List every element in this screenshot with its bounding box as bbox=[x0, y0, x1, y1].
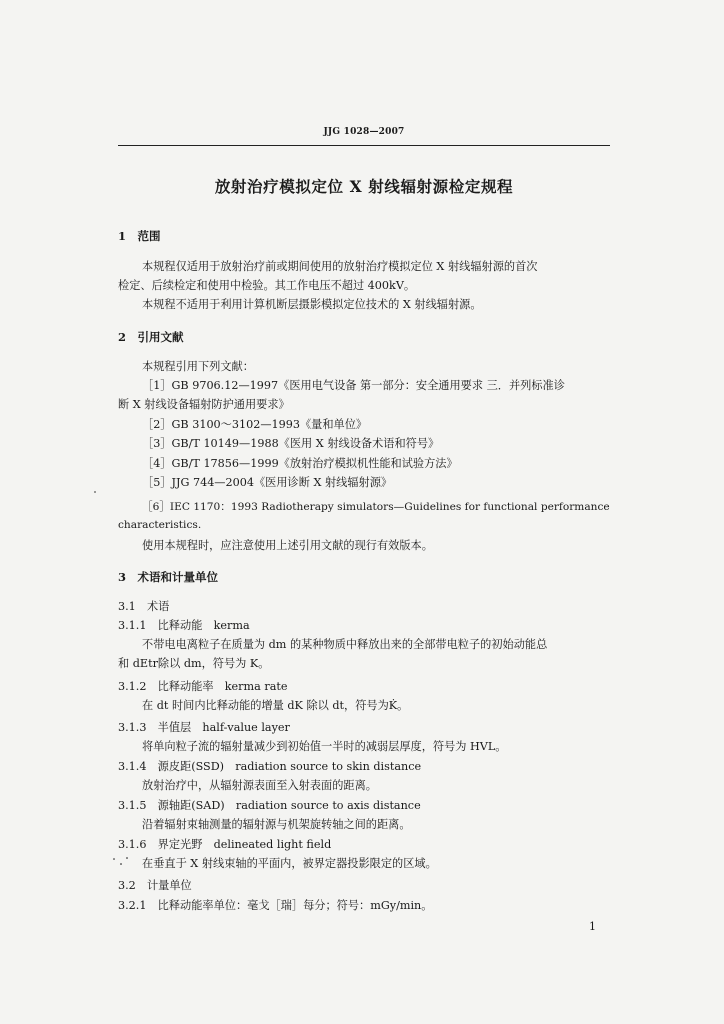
term-3-1-4-heading: 3.1.4 源皮距(SSD) radiation source to skin distance bbox=[118, 760, 422, 773]
section-3-heading: 3 术语和计量单位 bbox=[118, 570, 219, 584]
section-2-intro: 本规程引用下列文献： bbox=[142, 360, 254, 373]
header-rule bbox=[118, 145, 610, 146]
section-1-heading: 1 范围 bbox=[118, 229, 161, 243]
scan-speck bbox=[113, 858, 115, 860]
document-header: JJG 1028—2007 bbox=[323, 127, 405, 137]
reference-item-continued: characteristics. bbox=[118, 519, 202, 531]
section-2-closing: 使用本规程时，应注意使用上述引用文献的现行有效版本。 bbox=[142, 539, 433, 552]
term-3-1-6-definition: 在垂直于 X 射线束轴的平面内，被界定器投影限定的区域。 bbox=[142, 857, 437, 870]
section-1-para-1-line-1: 本规程仅适用于放射治疗前或期间使用的放射治疗模拟定位 X 射线辐射源的首次 bbox=[142, 260, 538, 273]
reference-item: ［5］JJG 744—2004《医用诊断 X 射线辐射源》 bbox=[142, 476, 393, 489]
scan-speck bbox=[94, 491, 96, 493]
term-3-1-3-definition: 将单向粒子流的辐射量减少到初始值一半时的减弱层厚度，符号为 HVL。 bbox=[142, 740, 507, 753]
section-1-para-1-line-2: 检定、后续检定和使用中检验。其工作电压不超过 400kV。 bbox=[118, 279, 416, 292]
page-number: 1 bbox=[589, 920, 596, 933]
term-3-1-3-heading: 3.1.3 半值层 half-value layer bbox=[118, 721, 290, 734]
scan-speck bbox=[120, 863, 122, 865]
reference-item: ［4］GB/T 17856—1999《放射治疗模拟机性能和试验方法》 bbox=[142, 457, 458, 470]
subsection-3-1-heading: 3.1 术语 bbox=[118, 600, 170, 613]
term-3-1-5-heading: 3.1.5 源轴距(SAD) radiation source to axis distance bbox=[118, 799, 421, 812]
reference-item: ［2］GB 3100～3102—1993《量和单位》 bbox=[142, 418, 368, 431]
reference-item-continued: 断 X 射线设备辐射防护通用要求》 bbox=[118, 398, 290, 411]
term-3-1-5-definition: 沿着辐射束轴测量的辐射源与机架旋转轴之间的距离。 bbox=[142, 818, 411, 831]
unit-3-2-1: 3.2.1 比释动能率单位：毫戈［瑞］每分；符号：mGy/min。 bbox=[118, 899, 433, 912]
section-1-para-2: 本规程不适用于利用计算机断层摄影模拟定位技术的 X 射线辐射源。 bbox=[142, 298, 482, 311]
reference-item: ［6］IEC 1170：1993 Radiotherapy simulators—Guidelines for functional performance bbox=[142, 501, 610, 513]
term-3-1-2-heading: 3.1.2 比释动能率 kerma rate bbox=[118, 680, 288, 693]
term-3-1-2-definition: 在 dt 时间内比释动能的增量 dK 除以 dt，符号为K̇。 bbox=[142, 699, 409, 712]
reference-item: ［3］GB/T 10149—1988《医用 X 射线设备术语和符号》 bbox=[142, 437, 440, 450]
subsection-3-2-heading: 3.2 计量单位 bbox=[118, 879, 192, 892]
term-3-1-1-definition-line-2: 和 dEtr除以 dm，符号为 K。 bbox=[118, 657, 270, 670]
term-3-1-4-definition: 放射治疗中，从辐射源表面至入射表面的距离。 bbox=[142, 779, 377, 792]
term-3-1-1-definition-line-1: 不带电电离粒子在质量为 dm 的某种物质中释放出来的全部带电粒子的初始动能总 bbox=[142, 638, 548, 651]
section-2-heading: 2 引用文献 bbox=[118, 330, 184, 344]
scan-speck bbox=[126, 857, 128, 859]
reference-item: ［1］GB 9706.12—1997《医用电气设备 第一部分：安全通用要求 三．并列标准诊 bbox=[142, 379, 565, 392]
document-title: 放射治疗模拟定位 X 射线辐射源检定规程 bbox=[214, 177, 514, 196]
term-3-1-6-heading: 3.1.6 界定光野 delineated light field bbox=[118, 838, 332, 851]
term-3-1-1-heading: 3.1.1 比释动能 kerma bbox=[118, 619, 250, 632]
